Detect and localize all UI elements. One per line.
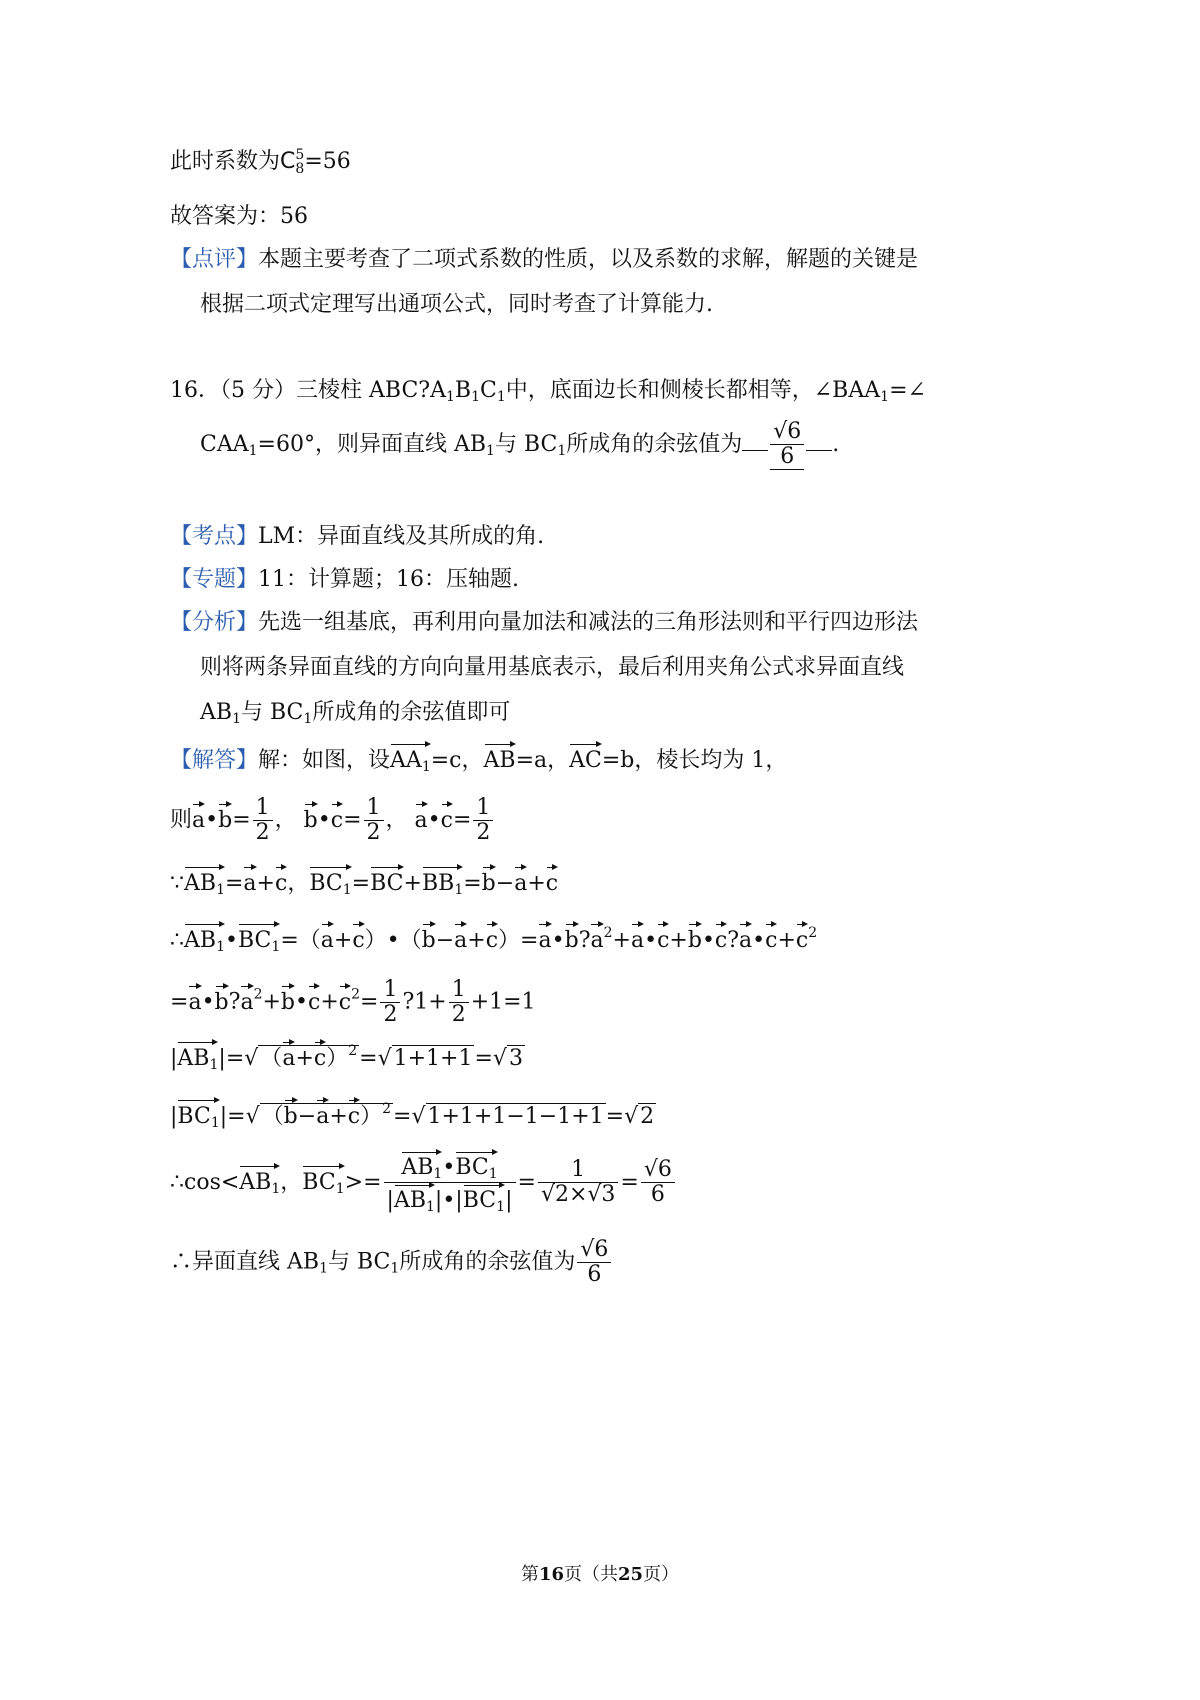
ab1-magnitude-line: $|AB_1|=√(a+c)^2=√1+1+1=√3$ [170,1040,525,1074]
answer-line: 故答案为：56 [170,204,308,229]
review-line-2: 根据二项式定理写出通项公式，同时考查了计算能力. [200,292,713,317]
page-number: 16 [538,1564,564,1585]
zhuanti-tag: 【专题】 [170,567,259,592]
vector-decomposition-line: $\because AB_1=a+c$，$BC_1=BC+BB_1=b-a+c$ [170,865,558,899]
fenxi-line-1: 【分析】先选一组基底，再利用向量加法和减法的三角形法则和平行四边形法 [170,610,919,635]
fenxi-tag: 【分析】 [170,610,259,635]
jieda-tag: 【解答】 [170,748,259,773]
question-16-line-2: $CAA_1=60^\circ$，则异面直线 $AB_1$与 $BC_1$所成角的余弦值为 $\frac{√6}{6}$ . [200,419,840,470]
question-16-line-1: 16．（5 分）三棱柱 $ABC?A_1B_1C_1$中，底面边长和侧棱长都相等，$\angle BAA_1=\angle$ [170,378,926,405]
cosine-formula-line: $\therefore\cos<AB_1$，$BC_1>=$ $\frac{AB_1•BC_1}{|AB_1|•|BC_1|}$ = $\frac{1}{√2\times√3}$ = $\frac{√6}{6}$ [170,1150,677,1216]
review-line-1: 【点评】本题主要考查了二项式系数的性质，以及系数的求解，解题的关键是 [170,247,919,272]
bc1-magnitude-line: $|BC_1|=√(b-a+c)^2=√1+1+1-1-1+1=√2$ [170,1098,656,1132]
kaodian-tag: 【考点】 [170,524,259,549]
jieda-line: 【解答】解：如图，设$AA_1=c$，AB=a，AC=b，棱长均为 1， [170,742,787,776]
dot-product-expansion-line: $\therefore AB_1•BC_1=(a+c)•(b-a+c)=a•b?a^2+a•c+b•c?a•c+c^2$ [170,922,817,956]
fenxi-line-3: $AB_1$与 $BC_1$所成角的余弦值即可 [200,700,511,727]
fenxi-line-2: 则将两条异面直线的方向向量用基底表示，最后利用夹角公式求异面直线 [200,655,905,680]
answer-fraction: $\frac{√6}{6}$ [770,420,804,470]
conclusion-line: ∴异面直线 $AB_1$与 $BC_1$所成角的余弦值为 $\frac{√6}{6}$ [170,1238,613,1287]
review-tag: 【点评】 [170,247,259,272]
dot-product-result-line: $=a•b?a^2+b•c+c^2=$ $\frac{1}{2}$ ?1+ $\frac{1}{2}$ +1=1 [170,977,536,1028]
coefficient-line: 此时系数为C 5 8 =56 [170,147,351,177]
zhuanti-line: 【专题】11：计算题；16：压轴题. [170,567,519,592]
kaodian-line: 【考点】LM：异面直线及其所成的角. [170,524,545,549]
page-footer: 第16页（共25页） [520,1564,680,1585]
total-pages: 25 [618,1564,644,1585]
dot-products-line: 则a•b= $\frac{1}{2}$ ， b•c= $\frac{1}{2}$ ， a•c= $\frac{1}{2}$ [170,796,495,845]
